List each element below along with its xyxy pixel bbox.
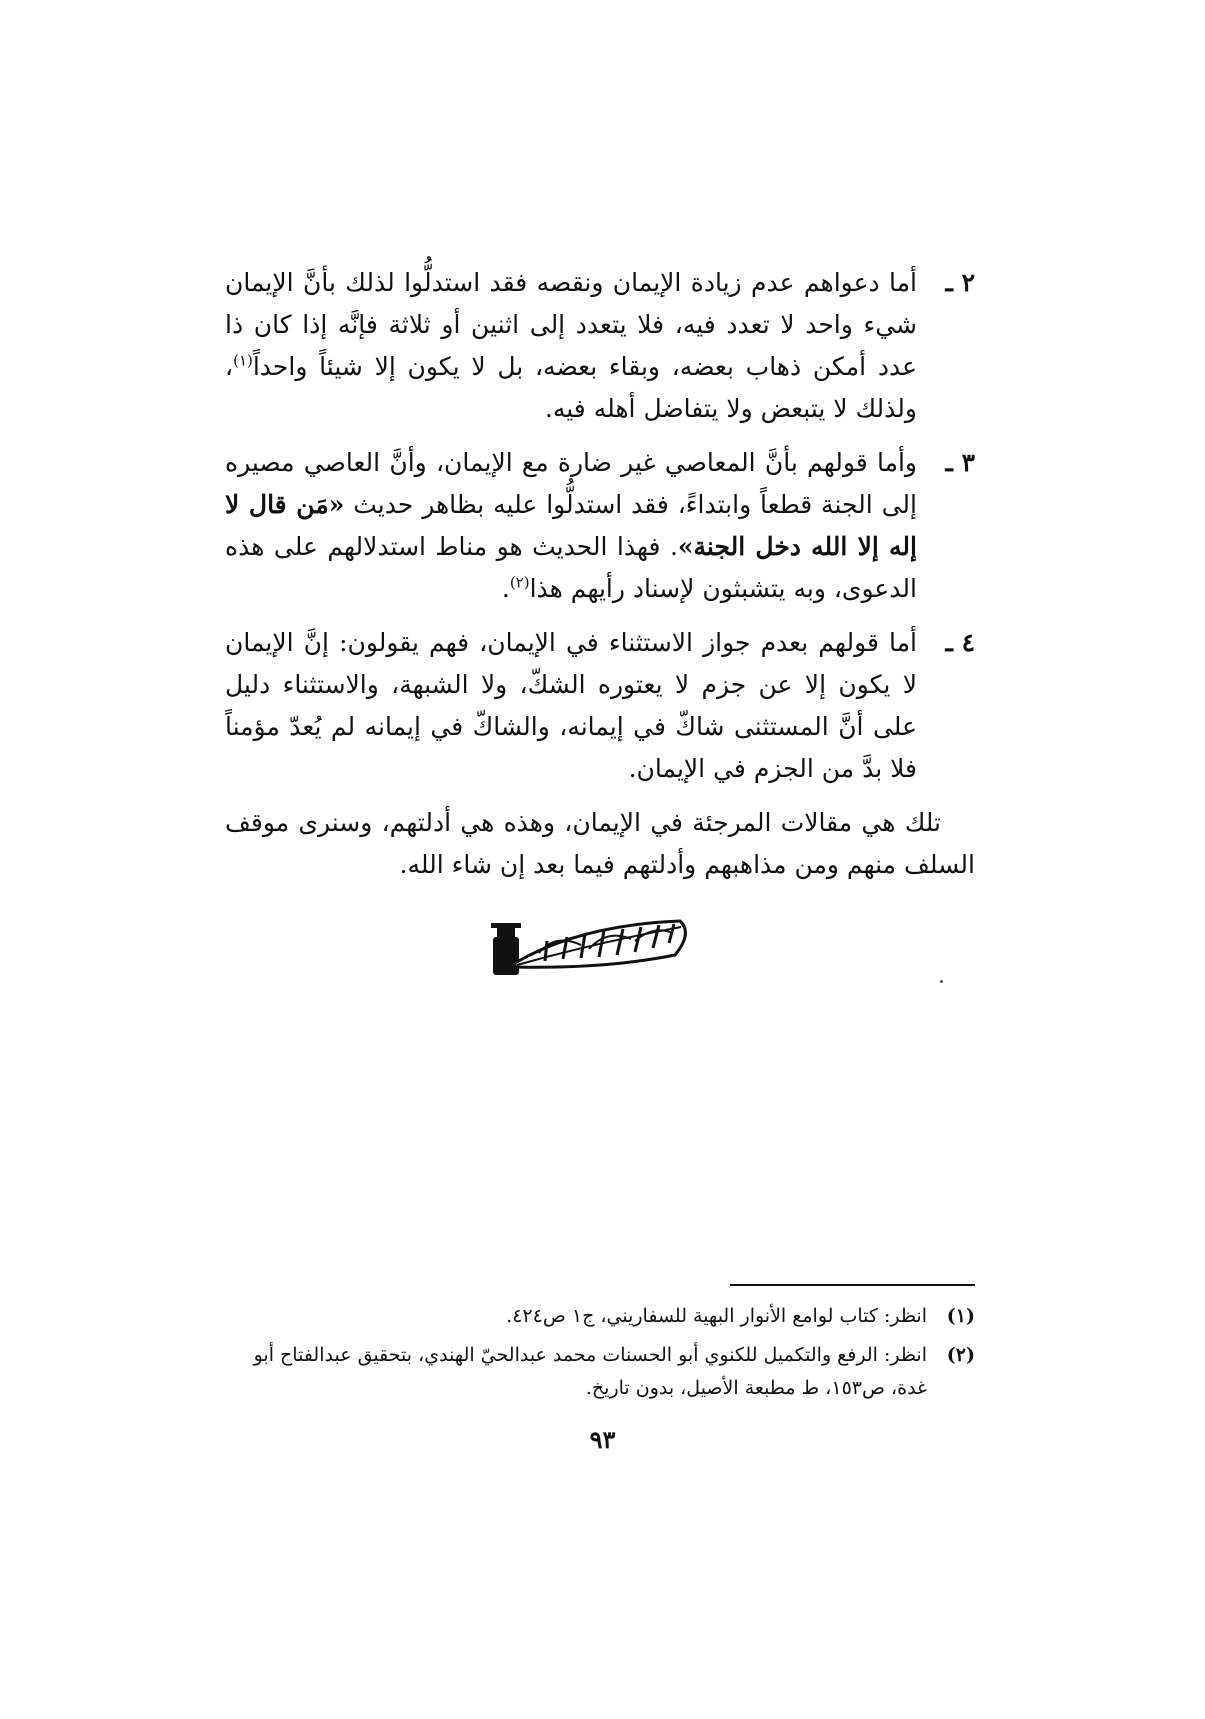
footnote-number: (١) <box>946 1305 975 1327</box>
footnotes <box>225 1300 975 1411</box>
page-number: ٩٣ <box>589 1425 616 1454</box>
list-item-4 <box>225 622 975 790</box>
item-number: ٤ ـ <box>945 628 975 657</box>
item-body: أما دعواهم عدم زيادة الإيمان ونقصه فقد استدلُّوا لذلك بأنَّ الإيمان شيء واحد لا تعدد فيه، فلا يتعدد إلى اثنين أو ثلاثة فإنَّه إذا كان ذا عدد أمكن ذهاب بعضه، وبقاء بعضه، بل لا يكون إلا شيئاً واحداً <box>225 268 917 381</box>
list-item-2 <box>225 262 975 430</box>
main-text <box>225 262 975 911</box>
footnote-divider <box>730 1284 975 1286</box>
footnote-number: (٢) <box>946 1344 975 1366</box>
footnote-ref-2: (٢) <box>509 573 530 592</box>
item-body-cont: . فهذا الحديث هو مناط استدلالهم على هذه الدعوى، وبه يتشبثون لإسناد رأيهم هذا <box>225 532 917 603</box>
item-body: أما قولهم بعدم جواز الاستثناء في الإيمان، فهم يقولون: إنَّ الإيمان لا يكون إلا عن جزم لا يعتوره الشكّ، ولا الشبهة، والاستثناء دليل على أنَّ المستثنى شاكّ في إيمانه، والشاكّ في إيمانه لم يُعدّ مؤمناً فلا بدَّ من الجزم في الإيمان. <box>225 628 917 783</box>
item-text <box>225 442 917 610</box>
item-body-end: ، ولذلك لا يتبعض ولا يتفاضل أهله فيه. <box>225 352 917 423</box>
scan-speck <box>940 980 943 983</box>
footnote-text: انظر: كتاب لوامع الأنوار البهية للسفاريني، ج١ ص٤٢٤. <box>506 1305 927 1327</box>
footnote-2 <box>225 1339 975 1405</box>
quill-and-inkwell-icon <box>485 903 695 983</box>
closing-paragraph: تلك هي مقالات المرجئة في الإيمان، وهذه هي أدلتهم، وسنرى موقف السلف منهم ومن مذاهبهم وأدلتهم فيما بعد إن شاء الله. <box>225 808 975 879</box>
footnote-ref-1: (١) <box>233 351 253 370</box>
hadith-quote: «مَن قال لا إله إلا الله دخل الجنة» <box>225 490 917 561</box>
footnote-text: انظر: الرفع والتكميل للكنوي أبو الحسنات محمد عبدالحيّ الهندي، بتحقيق عبدالفتاح أبو غدة، ص١٥٣، ط مطبعة الأصيل، بدون تاريخ. <box>253 1344 927 1399</box>
item-body-end: . <box>501 574 510 603</box>
footnote-1 <box>225 1300 975 1333</box>
item-number: ٣ ـ <box>945 448 975 477</box>
item-text <box>225 262 917 430</box>
item-body: وأما قولهم بأنَّ المعاصي غير ضارة مع الإيمان، وأنَّ العاصي مصيره إلى الجنة قطعاً وابتداءً، فقد استدلُّوا عليه بظاهر حديث <box>225 448 917 519</box>
item-number: ٢ ـ <box>945 268 975 297</box>
list-item-3 <box>225 442 975 610</box>
